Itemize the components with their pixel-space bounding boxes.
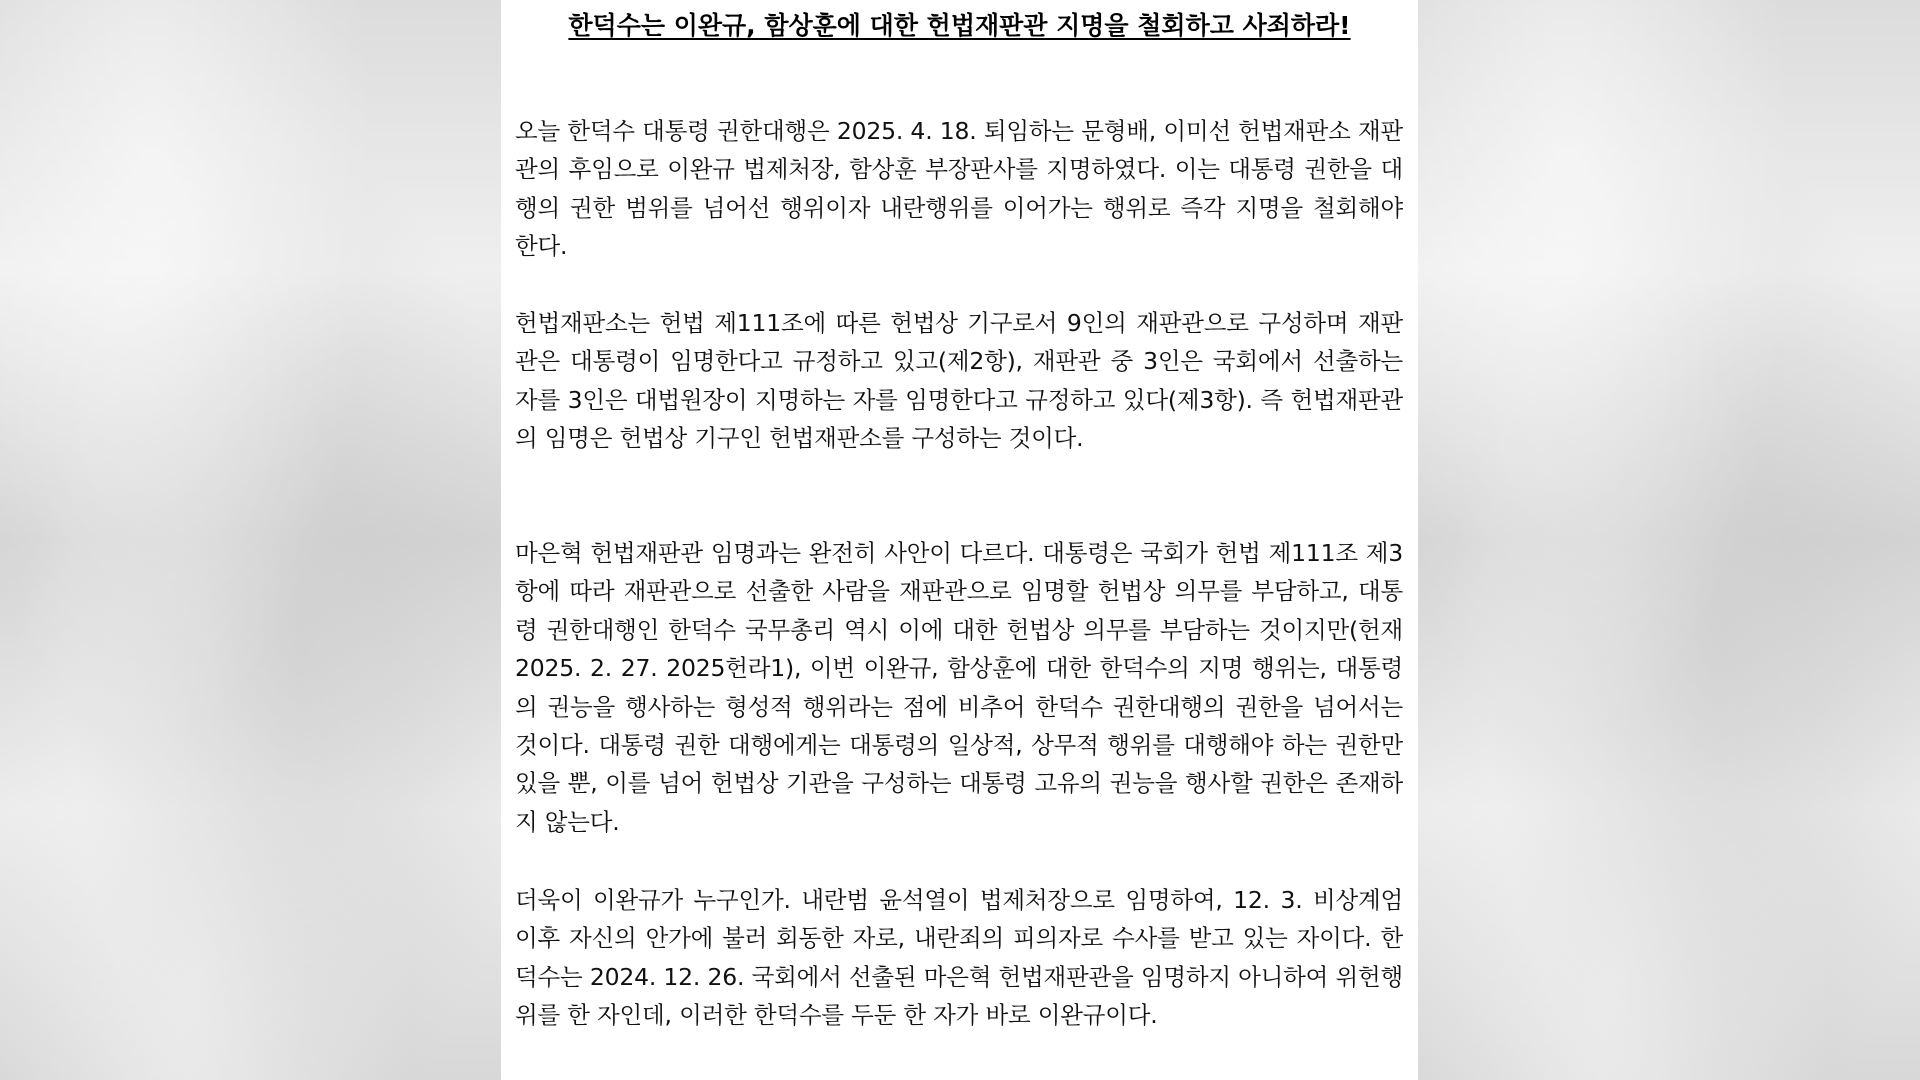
paragraph-2: 헌법재판소는 헌법 제111조에 따른 헌법상 기구로서 9인의 재판관으로 구성하며 재판관은 대통령이 임명한다고 규정하고 있고(제2항), 재판관 중 3인은 국회에서 선출하는 자를 3인은 대법원장이 지명하는 자를 임명한다고 규정하고 있다(제3항). 즉 헌법재판관의 임명은 헌법상 기구인 헌법재판소를 구성하는 것이다.	[515, 309, 1403, 453]
paragraph-1: 오늘 한덕수 대통령 권한대행은 2025. 4. 18. 퇴임하는 문형배, 이미선 헌법재판소 재판관의 후임으로 이완규 법제처장, 함상훈 부장판사를 지명하였다. 이는 대통령 권한을 대행의 권한 범위를 넘어선 행위이자 내란행위를 이어가는 행위로 즉각 지명을 철회해야 한다.	[515, 117, 1403, 261]
document-title: 한덕수는 이완규, 함상훈에 대한 헌법재판관 지명을 철회하고 사죄하라!	[568, 11, 1351, 40]
blurred-background-right	[1418, 0, 1920, 1080]
blurred-background-left	[0, 0, 501, 1080]
document-page	[501, 0, 1418, 1080]
paragraph-3: 마은혁 헌법재판관 임명과는 완전히 사안이 다르다. 대통령은 국회가 헌법 제111조 제3항에 따라 재판관으로 선출한 사람을 재판관으로 임명할 헌법상 의무를 부담하고, 대통령 권한대행인 한덕수 국무총리 역시 이에 대한 헌법상 의무를 부담하는 것이지만(헌재 2025. 2. 27. 2025헌라1), 이번 이완규, 함상훈에 대한 한덕수의 지명 행위는, 대통령의 권능을 행사하는 형성적 행위라는 점에 비추어 한덕수 권한대행의 권한을 넘어서는 것이다. 대통령 권한 대행에게는 대통령의 일상적, 상무적 행위를 대행해야 하는 권한만 있을 뿐, 이를 넘어 헌법상 기관을 구성하는 대통령 고유의 권능을 행사할 권한은 존재하지 않는다.	[515, 539, 1403, 836]
paragraph-4: 더욱이 이완규가 누구인가. 내란범 윤석열이 법제처장으로 임명하여, 12. 3. 비상계엄 이후 자신의 안가에 불러 회동한 자로, 내란죄의 피의자로 수사를 받고 있는 자이다. 한덕수는 2024. 12. 26. 국회에서 선출된 마은혁 헌법재판관을 임명하지 아니하여 위헌행위를 한 자인데, 이러한 한덕수를 두둔 한 자가 바로 이완규이다.	[515, 886, 1403, 1030]
